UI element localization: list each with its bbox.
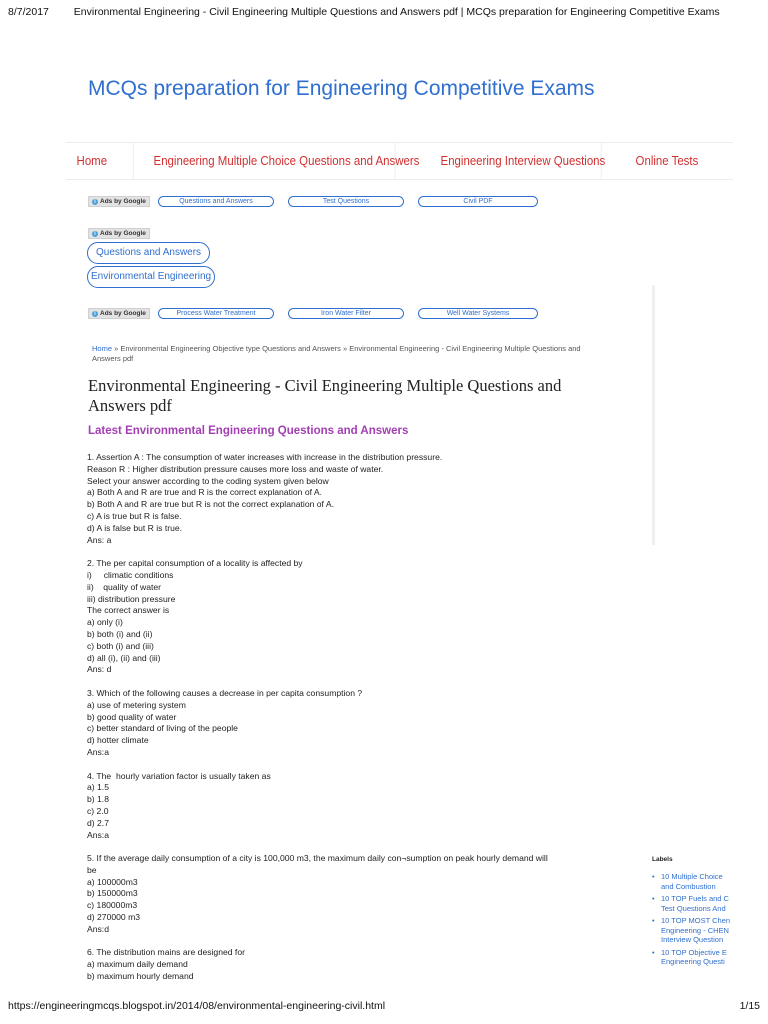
print-url: https://engineeringmcqs.blogspot.in/2014/08/environmental-engineering-civil.html (8, 1000, 386, 1012)
body-line: a) only (i) (87, 617, 123, 628)
paragraph-gap (87, 546, 647, 558)
ad-row-1 (88, 196, 150, 207)
ad-link-civil-pdf[interactable]: Civil PDF (418, 196, 538, 207)
body-line: Ans:a (87, 746, 109, 757)
paragraph-gap (87, 759, 647, 771)
sidebar-divider (652, 285, 655, 545)
label-link[interactable] (652, 948, 768, 967)
label-link-text: and Combustion (661, 881, 716, 891)
ad-link-iron-water-filter[interactable]: Iron Water Filter (288, 308, 404, 319)
body-line: 3. Which of the following causes a decrease in per capita consumption ? (87, 687, 363, 698)
ad-link-well-water-systems[interactable]: Well Water Systems (418, 308, 538, 319)
print-title: Environmental Engineering - Civil Engineering Multiple Questions and Answers pdf | MCQs preparation for Engineering Competitive Exams (73, 6, 720, 18)
body-line: 4. The hourly variation factor is usually taken as (87, 770, 271, 781)
body-line: i) climatic conditions (87, 569, 174, 580)
breadcrumb (92, 344, 602, 364)
ad-row-3 (88, 308, 150, 319)
body-line: be (87, 864, 97, 875)
breadcrumb-trail: » Environmental Engineering Objective type Questions and Answers » Environmental Engineering - Civil Engineering Multiple Questions and Answers pdf (92, 344, 581, 363)
label-link[interactable] (652, 872, 768, 891)
body-line: c) A is true but R is false. (87, 510, 182, 521)
body-line: a) Both A and R are true and R is the correct explanation of A. (87, 487, 323, 498)
paragraph-gap (87, 936, 647, 948)
nav-home[interactable]: Home (66, 143, 134, 179)
print-footer (8, 1000, 760, 1012)
paragraph-gap (87, 841, 647, 853)
body-line: b) 1.8 (87, 794, 109, 805)
body-line: d) A is false but R is true. (87, 522, 183, 533)
label-link-text: • 10 Multiple Choice (661, 872, 723, 881)
print-date: 8/7/2017 (8, 6, 49, 18)
body-line: a) maximum daily demand (87, 959, 188, 970)
body-line: Ans:d (87, 923, 109, 934)
label-link-text: Engineering - CHEN (661, 925, 729, 935)
post-subtitle: Latest Environmental Engineering Questions and Answers (88, 425, 409, 437)
nav-online-tests[interactable]: Online Tests (635, 153, 699, 168)
body-line: ii) quality of water (87, 581, 162, 592)
label-link-text: • 10 TOP Objective E (661, 947, 727, 957)
label-link-text: Test Questions And (661, 903, 726, 913)
body-line: d) 2.7 (87, 817, 109, 828)
body-line: b) both (i) and (ii) (87, 628, 153, 639)
body-line: Ans: d (87, 664, 112, 675)
ads-by-google-label[interactable]: i Ads by Google (88, 308, 150, 319)
body-line: a) 1.5 (87, 782, 109, 793)
main-nav (66, 142, 733, 180)
breadcrumb-home[interactable]: Home (92, 344, 113, 353)
post-title: Environmental Engineering - Civil Engineering Multiple Questions and Answers pdf (88, 376, 562, 415)
body-line: b) maximum hourly demand (87, 971, 194, 982)
body-line: b) Both A and R are true but R is not the correct explanation of A. (87, 499, 334, 510)
body-line: 5. If the average daily consumption of a city is 100,000 m3, the maximum daily con¬sumption on peak hourly demand will (87, 853, 548, 864)
body-line: c) both (i) and (iii) (87, 640, 154, 651)
ads-by-google-label[interactable]: i Ads by Google (88, 196, 150, 207)
labels-list (652, 872, 768, 970)
post-body (87, 452, 647, 983)
label-link-text: Interview Question (661, 935, 724, 944)
label-link-text: • 10 TOP MOST Chen (661, 916, 731, 925)
body-line: b) 150000m3 (87, 888, 138, 899)
body-line: c) 2.0 (87, 805, 109, 816)
info-icon: i (92, 231, 98, 237)
body-line: d) 270000 m3 (87, 912, 141, 923)
label-link-text: Engineering Questi (661, 957, 725, 966)
body-line: b) good quality of water (87, 711, 177, 722)
body-line: a) 100000m3 (87, 876, 138, 887)
ad-button-environmental-engineering[interactable]: Environmental Engineering (87, 266, 215, 288)
nav-interview-questions[interactable]: Engineering Interview Questions (430, 143, 602, 179)
body-line: d) all (i), (ii) and (iii) (87, 652, 161, 663)
body-line: iii) distribution pressure (87, 593, 176, 604)
body-line: 6. The distribution mains are designed for (87, 947, 245, 958)
body-line: d) hotter climate (87, 735, 149, 746)
body-line: Select your answer according to the coding system given below (87, 475, 329, 486)
ads-by-google-label[interactable]: i Ads by Google (88, 228, 150, 239)
nav-engineering-mcq[interactable]: Engineering Multiple Choice Questions and Answers (143, 143, 396, 179)
body-line: c) better standard of living of the people (87, 723, 238, 734)
label-link-text: • 10 TOP Fuels and C (661, 894, 729, 903)
paragraph-gap (87, 676, 647, 688)
info-icon: i (92, 311, 98, 317)
body-line: The correct answer is (87, 605, 170, 616)
ad-row-2 (88, 228, 150, 239)
body-line: Ans:a (87, 829, 109, 840)
labels-heading: Labels (652, 856, 673, 863)
label-link[interactable] (652, 894, 768, 913)
body-line: Reason R : Higher distribution pressure causes more loss and waste of water. (87, 463, 384, 474)
ad-link-test-questions[interactable]: Test Questions (288, 196, 404, 207)
ad-link-process-water-treatment[interactable]: Process Water Treatment (158, 308, 274, 319)
body-line: 2. The per capital consumption of a locality is affected by (87, 558, 303, 569)
ad-button-questions-answers[interactable]: Questions and Answers (87, 242, 210, 264)
body-line: c) 180000m3 (87, 900, 138, 911)
info-icon: i (92, 199, 98, 205)
print-page-number: 1/15 (739, 1000, 760, 1012)
site-title[interactable]: MCQs preparation for Engineering Competitive Exams (88, 77, 595, 100)
body-line: Ans: a (87, 534, 112, 545)
body-line: a) use of metering system (87, 699, 186, 710)
print-header (8, 6, 760, 18)
body-line: 1. Assertion A : The consumption of water increases with increase in the distribution pressure. (87, 452, 443, 462)
ad-link-questions-answers[interactable]: Questions and Answers (158, 196, 274, 207)
label-link[interactable] (652, 916, 768, 945)
